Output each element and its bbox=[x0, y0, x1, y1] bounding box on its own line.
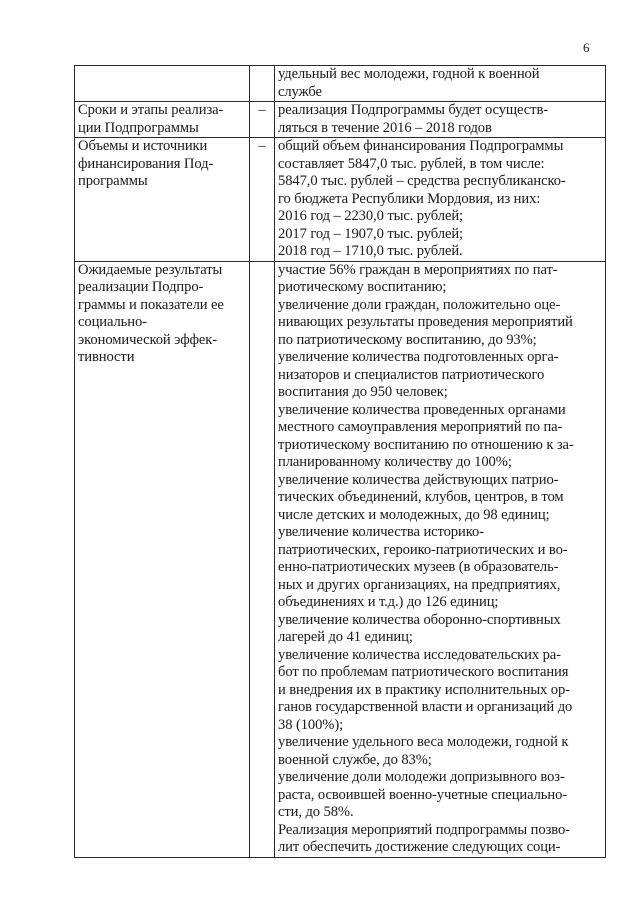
row-title-line: Сроки и этапы реализа- bbox=[78, 102, 224, 118]
row-value-line: ных и других организациях, на предприятиях, bbox=[278, 576, 561, 593]
row-value-line: увеличение доли граждан, положительно оце- bbox=[278, 296, 561, 313]
row-title-line: социально- bbox=[78, 314, 147, 330]
row-value-cell bbox=[275, 66, 606, 102]
table-row-continuation bbox=[75, 66, 606, 102]
row-title-line: ции Подпрограммы bbox=[78, 119, 199, 136]
row-title-cell bbox=[75, 138, 250, 262]
table-row-results bbox=[75, 261, 606, 857]
row-value-line: тических объединений, клубов, центров, в том bbox=[278, 489, 564, 505]
row-value-line: увеличение количества исследовательских ра- bbox=[278, 646, 561, 663]
row-value-cell bbox=[275, 138, 606, 262]
row-value-line: ляться в течение 2016 – 2018 годов bbox=[278, 119, 492, 136]
row-value-line: риотическому воспитанию; bbox=[278, 279, 447, 295]
row-title-cell bbox=[75, 102, 250, 138]
row-value-line: лагерей до 41 единиц; bbox=[278, 629, 413, 645]
row-title-line: Объемы и источники bbox=[78, 138, 208, 154]
row-value-line: 2018 год – 1710,0 тыс. рублей. bbox=[278, 243, 463, 259]
row-dash-cell bbox=[250, 66, 275, 102]
row-value-line: 2017 год – 1907,0 тыс. рублей; bbox=[278, 225, 463, 242]
row-value-cell bbox=[275, 261, 606, 857]
row-title-line: реализации Подпро- bbox=[78, 279, 204, 295]
row-title-line: тивности bbox=[78, 349, 135, 365]
row-title-line: экономической эффек- bbox=[78, 331, 217, 348]
row-value-line: реализация Подпрограммы будет осуществ- bbox=[278, 102, 549, 118]
row-title-line: программы bbox=[78, 173, 148, 189]
row-value-line: увеличение количества оборонно-спортивных bbox=[278, 611, 561, 628]
row-value-line: увеличение удельного веса молодежи, годной к bbox=[278, 734, 569, 750]
row-value-line: по патриотическому воспитанию, до 93%; bbox=[278, 331, 537, 348]
row-value-line: 2016 год – 2230,0 тыс. рублей; bbox=[278, 208, 463, 224]
row-value-line: 5847,0 тыс. рублей – средства республиканско- bbox=[278, 173, 566, 189]
row-value-line: патриотических, героико-патриотических и во- bbox=[278, 541, 568, 558]
row-title-cell bbox=[75, 261, 250, 857]
row-dash-cell bbox=[250, 261, 275, 857]
row-value-line: нивающих результаты проведения мероприятий bbox=[278, 314, 573, 330]
table-row-terms bbox=[75, 102, 606, 138]
row-value-line: 38 (100%); bbox=[278, 716, 344, 733]
row-value-line: енно-патриотических музеев (в образователь- bbox=[278, 559, 559, 575]
row-dash-cell: – bbox=[250, 102, 275, 138]
row-value-line: общий объем финансирования Подпрограммы bbox=[278, 138, 564, 154]
row-value-line: лит обеспечить достижение следующих соци- bbox=[278, 839, 561, 855]
row-value-line: Реализация мероприятий подпрограммы позво- bbox=[278, 821, 570, 838]
row-value-line: планированному количеству до 100%; bbox=[278, 454, 512, 470]
row-value-line: числе детских и молодежных, до 98 единиц; bbox=[278, 506, 550, 523]
row-title-line: Ожидаемые результаты bbox=[78, 261, 223, 278]
row-value-line: ганов государственной власти и организаций до bbox=[278, 699, 573, 715]
row-value-line: раста, освоившей военно-учетные специально- bbox=[278, 786, 568, 803]
row-value-line: объединениях и т.д.) до 126 единиц; bbox=[278, 594, 499, 610]
row-value-line: увеличение количества проведенных органами bbox=[278, 401, 566, 418]
row-dash-cell: – bbox=[250, 138, 275, 262]
page-number: 6 bbox=[583, 40, 590, 55]
row-value-line: воспитания до 950 человек; bbox=[278, 384, 448, 400]
row-value-line: го бюджета Республики Мордовия, из них: bbox=[278, 190, 541, 207]
row-value-line: военной службе, до 83%; bbox=[278, 751, 432, 768]
row-value-line: участие 56% граждан в мероприятиях по пат- bbox=[278, 261, 558, 278]
row-value-line: увеличение количества историко- bbox=[278, 524, 484, 540]
passport-table bbox=[74, 65, 606, 858]
table-row-volumes bbox=[75, 138, 606, 262]
row-value-cell bbox=[275, 102, 606, 138]
row-value-line: сти, до 58%. bbox=[278, 804, 354, 820]
row-title-line: граммы и показатели ее bbox=[78, 296, 224, 313]
row-value-line: увеличение количества действующих патрио- bbox=[278, 471, 559, 488]
row-value-line: составляет 5847,0 тыс. рублей, в том числе: bbox=[278, 155, 545, 172]
row-title-cell bbox=[75, 66, 250, 102]
row-value-line: удельный вес молодежи, годной к военной bbox=[278, 66, 540, 82]
row-value-line: триотическому воспитанию по отношению к за- bbox=[278, 436, 574, 453]
row-value-line: низаторов и специалистов патриотического bbox=[278, 366, 545, 383]
row-value-line: службе bbox=[278, 83, 322, 100]
row-value-line: и внедрения их в практику исполнительных ор- bbox=[278, 681, 570, 698]
row-value-line: увеличение доли молодежи допризывного воз- bbox=[278, 769, 565, 785]
row-value-line: увеличение количества подготовленных орга- bbox=[278, 349, 559, 365]
row-title-line: финансирования Под- bbox=[78, 155, 214, 172]
row-value-line: местного самоуправления мероприятий по па- bbox=[278, 419, 563, 435]
row-value-line: бот по проблемам патриотического воспитания bbox=[278, 664, 569, 680]
